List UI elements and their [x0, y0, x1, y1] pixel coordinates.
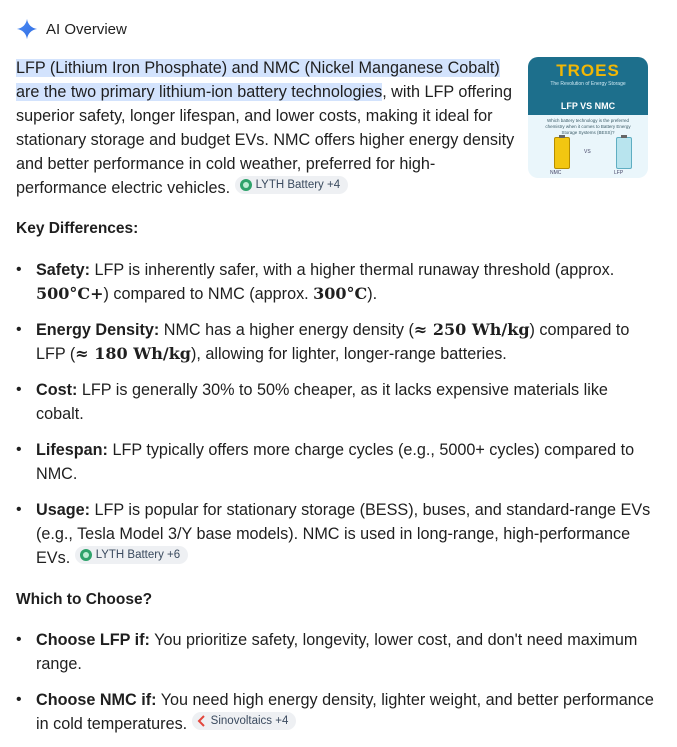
item-text: ).	[367, 285, 378, 303]
item-term: Usage:	[36, 501, 90, 519]
item-text: LFP is inherently safer, with a higher thermal runaway threshold (approx.	[94, 261, 615, 279]
list-item	[16, 438, 656, 486]
item-term: Lifespan:	[36, 441, 108, 459]
ai-overview-title: AI Overview	[46, 20, 127, 38]
lyth-favicon-icon	[240, 179, 252, 191]
item-text: You prioritize safety, longevity, lower cost, and don't need maximum range.	[36, 631, 638, 673]
thumbnail-lfp-label: LFP	[614, 170, 624, 176]
item-term: Choose NMC if:	[36, 691, 157, 709]
which-to-choose-heading: Which to Choose?	[16, 591, 153, 608]
thumbnail-vs: VS	[584, 149, 591, 155]
sinovoltaics-favicon-icon	[197, 715, 207, 727]
ai-overview-header	[16, 17, 127, 41]
lfp-battery-icon	[616, 137, 632, 169]
source-chip-label: Sinovoltaics +4	[210, 715, 289, 727]
math-value: ≈ 250 Wh/kg	[413, 320, 530, 339]
item-term: Energy Density:	[36, 321, 160, 339]
troes-logo: TROES	[556, 61, 620, 80]
item-text: NMC has a higher energy density (	[163, 321, 414, 339]
intro-text: , with LFP offering superior safety, longer lifespan, and lower costs, making it ideal for stationary storage and budget EVs. NMC offers higher energy density and better performance in cold weather, preferred for high-performance electric vehicles.	[16, 83, 515, 197]
math-value: 500°C+	[36, 284, 104, 303]
item-term: Choose LFP if:	[36, 631, 150, 649]
thumbnail-image[interactable]	[528, 57, 648, 178]
nmc-battery-icon	[554, 137, 570, 169]
source-chip-lyth[interactable]	[235, 176, 348, 194]
thumbnail-nmc-label: NMC	[550, 170, 562, 176]
item-text: LFP typically offers more charge cycles (e.g., 5000+ cycles) compared to NMC.	[36, 441, 635, 483]
key-differences-heading: Key Differences:	[16, 220, 139, 237]
highlighted-summary: LFP (Lithium Iron Phosphate) and NMC (Nickel Manganese Cobalt) are the two primary lithium-ion battery technologies	[16, 59, 500, 101]
source-chip-label: LYTH Battery +6	[95, 549, 181, 561]
key-differences-list	[16, 258, 656, 570]
list-item	[16, 378, 656, 426]
math-value: 300°C	[313, 284, 368, 303]
item-text: LFP is generally 30% to 50% cheaper, as it lacks expensive materials like cobalt.	[36, 381, 608, 423]
item-text: ), allowing for lighter, longer-range batteries.	[190, 345, 507, 363]
item-text: You need high energy density, lighter weight, and better performance in cold temperatures.	[36, 691, 654, 733]
which-to-choose-list	[16, 628, 656, 736]
list-item	[16, 318, 656, 366]
thumbnail-subtitle: LFP VS NMC	[528, 99, 648, 115]
thumbnail-tagline: The Revolution of Energy Storage	[550, 81, 626, 87]
list-item	[16, 628, 656, 676]
source-chip-label: LYTH Battery +4	[255, 179, 341, 191]
item-text: ) compared to LFP (	[36, 321, 630, 363]
intro-paragraph	[16, 56, 516, 200]
list-item	[16, 688, 656, 736]
math-value: ≈ 180 Wh/kg	[75, 344, 191, 363]
lyth-favicon-icon	[80, 549, 92, 561]
sparkle-icon	[16, 18, 38, 40]
source-chip-lyth[interactable]	[75, 546, 188, 564]
item-text: LFP is popular for stationary storage (BESS), buses, and standard-range EVs (e.g., Tesla Model 3/Y base models). NMC is used in long-range, high-performance EVs.	[36, 501, 651, 567]
item-term: Cost:	[36, 381, 78, 399]
item-term: Safety:	[36, 261, 90, 279]
source-chip-sinovoltaics[interactable]	[192, 712, 297, 730]
list-item	[16, 498, 656, 570]
list-item	[16, 258, 656, 306]
thumbnail-caption: Which battery technology is the preferred chemistry when it comes to Battery Energy Storage Systems (BESS)?	[545, 118, 631, 135]
item-text: ) compared to NMC (approx.	[103, 285, 314, 303]
